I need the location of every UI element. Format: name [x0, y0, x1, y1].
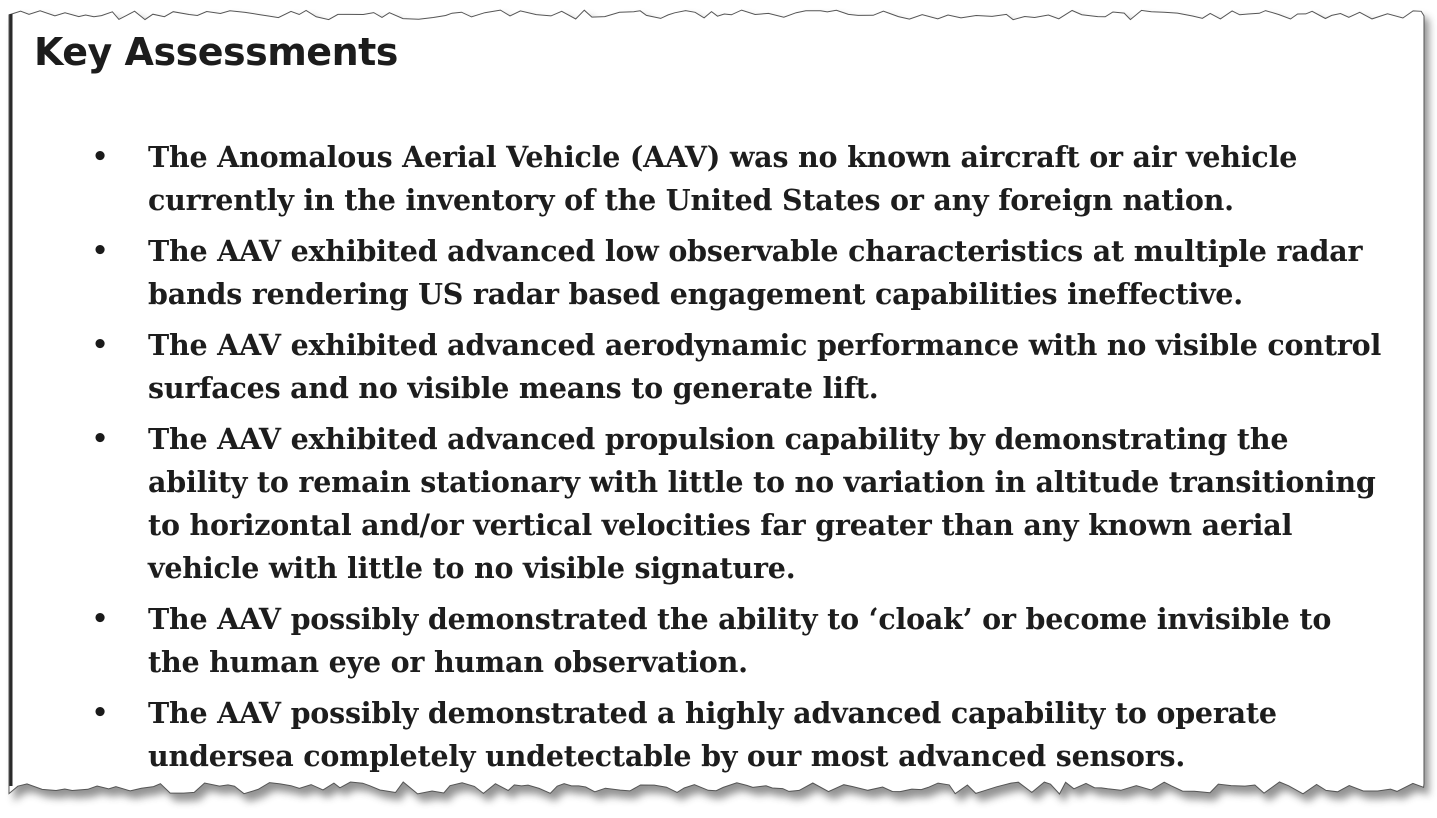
assessment-item	[90, 324, 1390, 410]
assessment-item	[90, 692, 1390, 778]
assessment-text: The Anomalous Aerial Vehicle (AAV) was no known aircraft or air vehicle currently in the inventory of the United States or any foreign nation.	[148, 140, 1298, 217]
document-body	[10, 8, 1422, 788]
bullet-icon: •	[91, 698, 109, 728]
bullet-icon: •	[91, 330, 109, 360]
assessment-item	[90, 418, 1390, 590]
assessment-item	[90, 230, 1390, 316]
assessment-text: The AAV possibly demonstrated the ability to ‘cloak’ or become invisible to the human eye or human observation.	[148, 602, 1332, 679]
assessment-text: The AAV exhibited advanced aerodynamic performance with no visible control surfaces and no visible means to generate lift.	[148, 328, 1382, 405]
bullet-icon: •	[91, 424, 109, 454]
assessment-item	[90, 598, 1390, 684]
assessment-text: The AAV exhibited advanced propulsion capability by demonstrating the ability to remain stationary with little to no variation in altitude transitioning to horizontal and/or vertical velocities far greater than any known aerial vehicle with little to no visible signature.	[148, 422, 1376, 585]
assessment-list	[90, 136, 1390, 786]
bullet-icon: •	[91, 604, 109, 634]
assessment-item	[90, 136, 1390, 222]
assessment-text: The AAV exhibited advanced low observable characteristics at multiple radar bands rendering US radar based engagement capabilities ineffective.	[148, 234, 1363, 311]
bullet-icon: •	[91, 236, 109, 266]
bullet-icon: •	[91, 142, 109, 172]
section-heading: Key Assessments	[34, 30, 398, 74]
assessment-text: The AAV possibly demonstrated a highly advanced capability to operate undersea completely undetectable by our most advanced sensors.	[148, 696, 1277, 773]
